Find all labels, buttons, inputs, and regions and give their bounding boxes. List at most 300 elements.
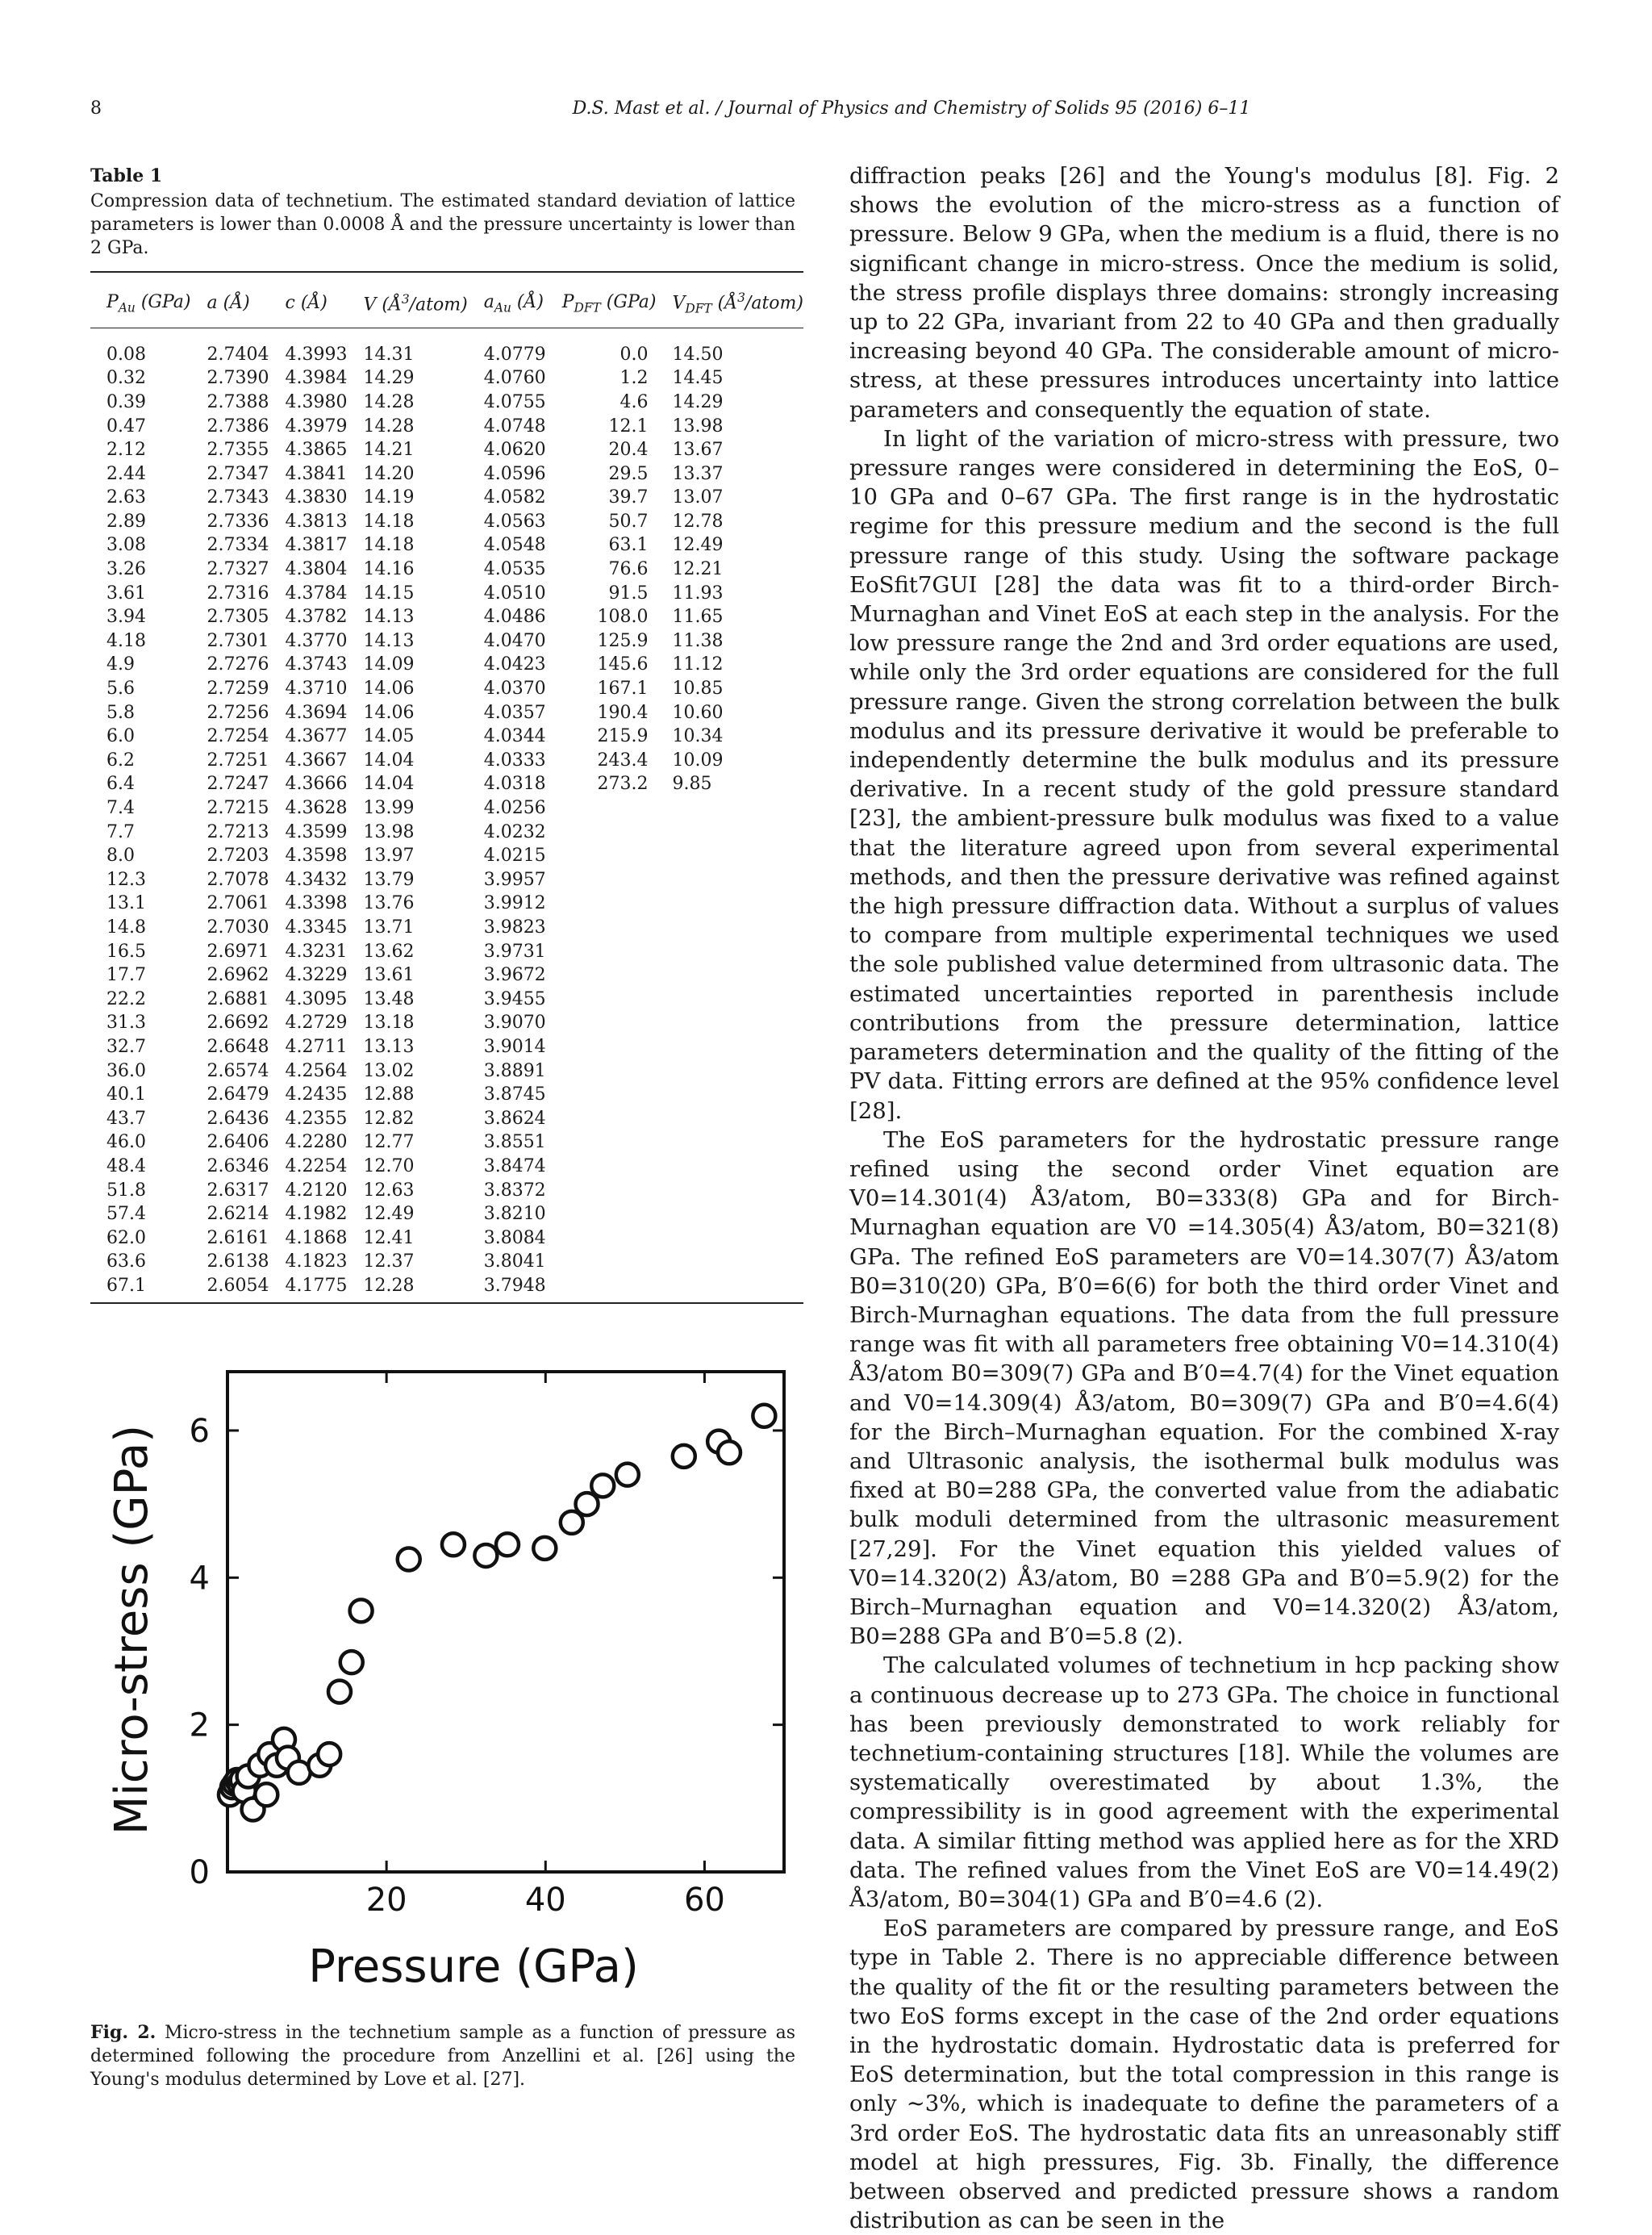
table-cell: 13.07: [672, 487, 724, 508]
table-cell: [656, 844, 803, 868]
table-row: [90, 1130, 803, 1155]
table-cell: [546, 1130, 657, 1155]
table-cell: 20.4: [608, 440, 649, 461]
table-cell: 0.08: [106, 344, 146, 365]
table-row: [90, 653, 803, 677]
table-cell: 14.28: [363, 391, 415, 412]
table-cell: 3.8624: [483, 1108, 546, 1129]
table-row: [90, 988, 803, 1012]
table-cell: 14.20: [363, 463, 415, 484]
table-cell: 2.7316: [206, 583, 269, 604]
table-cell: [546, 1226, 657, 1251]
table-row: [90, 558, 803, 582]
table-cell: 4.3865: [285, 440, 348, 461]
table-cell: [546, 963, 657, 988]
table-cell: 5.8: [106, 702, 135, 723]
table-cell: 2.7390: [206, 368, 269, 389]
table-cell: [656, 940, 803, 964]
paragraph-5: EoS parameters are compared by pressure range, and EoS type in Table 2. There is no appreciable difference between the quality of the fit or the resulting parameters between the two EoS forms except in the case of the 2nd order equations in the hydrostatic domain. Hydrostatic data is preferred for EoS determination, but the total compression in this range is only ∼3%, which is inadequate to define the parameters of a 3rd order EoS. The hydrostatic data fits an unreasonably stiff model at high pressures, Fig. 3b. Finally, the difference between observed and predicted pressure shows a random distribution as can be seen in the: [849, 1915, 1559, 2234]
table-cell: 4.0510: [483, 583, 546, 604]
table-cell: 2.12: [106, 440, 146, 461]
col-p-dft: $P_{DFT}$ (GPa): [546, 272, 657, 328]
y-axis-label: Micro-stress (GPa): [106, 1424, 158, 1836]
table-cell: 51.8: [106, 1180, 146, 1201]
table-cell: 4.3599: [285, 821, 348, 842]
table-cell: [656, 821, 803, 845]
table-row: [90, 796, 803, 821]
table-row: [90, 963, 803, 988]
table-cell: 4.2120: [285, 1180, 348, 1201]
table-cell: 3.7948: [468, 1274, 546, 1304]
right-column: [849, 161, 1559, 2235]
table-cell: 13.67: [672, 440, 724, 461]
table-cell: 8.0: [106, 846, 135, 867]
table-cell: 4.1823: [285, 1251, 348, 1272]
table-cell: 14.45: [672, 368, 724, 389]
data-point: [753, 1405, 775, 1427]
table-cell: 125.9: [597, 630, 649, 651]
table-cell: 12.70: [363, 1155, 415, 1176]
table-cell: 31.3: [106, 1013, 146, 1034]
table-cell: 2.6574: [206, 1060, 269, 1081]
table-row: [90, 701, 803, 725]
table-cell: [546, 916, 657, 940]
table-cell: 2.63: [106, 487, 146, 508]
page-number: 8: [90, 98, 102, 119]
table-cell: [656, 796, 803, 821]
table-cell: 1.2: [620, 368, 649, 389]
data-point: [591, 1474, 614, 1497]
table-cell: 4.3628: [285, 798, 348, 818]
table-cell: 2.7259: [206, 679, 269, 700]
table-row: [90, 462, 803, 487]
table-cell: [546, 1250, 657, 1274]
table-cell: 4.3980: [285, 391, 348, 412]
table-cell: 14.8: [106, 917, 146, 938]
table-cell: 3.61: [106, 583, 146, 604]
plot-frame: [227, 1372, 784, 1872]
table-row: [90, 629, 803, 654]
table-cell: 145.6: [597, 654, 649, 675]
table-cell: 4.3677: [285, 726, 348, 747]
table-cell: 14.09: [363, 654, 415, 675]
table-cell: 4.0423: [483, 654, 546, 675]
data-point: [340, 1651, 363, 1673]
table-cell: 4.0256: [483, 798, 546, 818]
table-cell: [546, 988, 657, 1012]
table-cell: 12.3: [106, 869, 146, 890]
col-a-au: $a_{Au}$ (Å): [468, 272, 546, 328]
table-cell: 12.82: [363, 1108, 415, 1129]
table-row: [90, 582, 803, 606]
table-cell: 12.63: [363, 1180, 415, 1201]
table-cell: 3.8372: [483, 1180, 546, 1201]
table-cell: 2.6054: [191, 1274, 269, 1304]
table-cell: [546, 1179, 657, 1203]
table-cell: 4.3667: [285, 750, 348, 771]
table-cell: 10.60: [672, 702, 724, 723]
table-cell: 12.28: [347, 1274, 467, 1304]
table-cell: 2.7251: [206, 750, 269, 771]
table-cell: 12.77: [363, 1132, 415, 1153]
table-row: [90, 1250, 803, 1274]
x-axis-label: Pressure (GPa): [308, 1940, 639, 1993]
table-cell: 2.6479: [206, 1084, 269, 1105]
table-cell: 2.7336: [206, 511, 269, 532]
table-cell: [656, 916, 803, 940]
data-point: [616, 1464, 639, 1486]
table-cell: 11.38: [672, 630, 724, 651]
table-cell: 13.71: [363, 917, 415, 938]
table-cell: 14.29: [363, 368, 415, 389]
table-cell: 4.3784: [285, 583, 348, 604]
table-row: [90, 366, 803, 391]
table-cell: 2.7276: [206, 654, 269, 675]
table-cell: [656, 1202, 803, 1226]
table-cell: 4.3598: [285, 846, 348, 867]
table-cell: 2.7247: [206, 774, 269, 795]
paragraph-2: In light of the variation of micro-stress with pressure, two pressure ranges were considered in determining the EoS, 0–10 GPa and 0–67 GPa. The first range is in the hydrostatic regime for this pressure medium and the second is the full pressure range of this study. Using the software package EoSfit7GUI [28] the data was fit to a third-order Birch-Murnaghan and Vinet EoS at each step in the analysis. For the low pressure range the 2nd and 3rd order equations are used, while only the 3rd order equations are considered for the full pressure range. Given the strong correlation between the bulk modulus and its pressure derivative it would be preferable to independently determine the bulk modulus and its pressure derivative. In a recent study of the gold pressure standard [23], the ambient-pressure bulk modulus was fixed to a value that the literature agreed upon from several experimental methods, and then the pressure derivative was refined against the high pressure diffraction data. Without a surplus of values to compare from multiple experimental techniques we used the sole published value determined from ultrasonic data. The estimated uncertainties reported in parenthesis include contributions from the pressure determination, lattice parameters determination and the quality of the fitting of the PV data. Fitting errors are defined at the 95% confidence level [28].: [849, 425, 1559, 1124]
table-cell: 4.3770: [285, 630, 348, 651]
table-cell: 4.0370: [483, 679, 546, 700]
table-cell: 4.3813: [285, 511, 348, 532]
table-cell: 2.6962: [206, 965, 269, 986]
table-cell: 3.08: [106, 535, 146, 556]
table-cell: 13.61: [363, 965, 415, 986]
table-row: [90, 415, 803, 439]
table-cell: 13.02: [363, 1060, 415, 1081]
table-cell: [546, 1202, 657, 1226]
table-cell: [546, 821, 657, 845]
table-label: Table 1: [90, 165, 163, 186]
data-point: [328, 1681, 351, 1703]
y-tick-label: 4: [189, 1560, 210, 1598]
table-cell: 4.1868: [285, 1227, 348, 1248]
table-cell: 2.6346: [206, 1155, 269, 1176]
table-row: [90, 1083, 803, 1107]
data-point: [398, 1548, 420, 1571]
table-cell: 63.1: [608, 535, 649, 556]
table-cell: 2.7078: [206, 869, 269, 890]
table-cell: 12.21: [672, 559, 724, 580]
table-cell: 13.62: [363, 941, 415, 962]
table-cell: [546, 1035, 657, 1059]
table-cell: 4.2254: [285, 1155, 348, 1176]
table-cell: 108.0: [597, 607, 649, 628]
table-cell: [656, 1035, 803, 1059]
table-cell: 5.6: [106, 679, 135, 700]
table-cell: 14.50: [672, 344, 724, 365]
table-cell: 2.7030: [206, 917, 269, 938]
table-cell: [656, 1250, 803, 1274]
table-cell: 4.0548: [483, 535, 546, 556]
table-cell: 14.28: [363, 416, 415, 437]
table-cell: 3.8891: [483, 1060, 546, 1081]
table-cell: 2.6971: [206, 941, 269, 962]
table-cell: 2.7327: [206, 559, 269, 580]
page-header: [0, 98, 1652, 131]
col-p-au: $P_{Au}$ (GPa): [90, 272, 191, 328]
table-cell: 3.9672: [483, 965, 546, 986]
table-cell: 2.89: [106, 511, 146, 532]
table-cell: 2.7215: [206, 798, 269, 818]
table-cell: 4.3231: [285, 941, 348, 962]
table-cell: 13.79: [363, 869, 415, 890]
table-cell: 13.99: [363, 798, 415, 818]
table-cell: 6.0: [106, 726, 135, 747]
table-row: [90, 533, 803, 558]
table-row: [90, 1274, 803, 1304]
table-cell: 0.39: [106, 391, 146, 412]
table-header-row: [90, 272, 803, 328]
table-cell: 4.0318: [483, 774, 546, 795]
figure-caption: [90, 2021, 795, 2091]
table-row: [90, 1107, 803, 1131]
table-cell: 6.2: [106, 750, 135, 771]
table-cell: [546, 1155, 657, 1179]
table-cell: 4.0755: [483, 391, 546, 412]
table-cell: 14.05: [363, 726, 415, 747]
table-cell: 62.0: [106, 1227, 146, 1248]
table-cell: 2.6317: [206, 1180, 269, 1201]
table-cell: 4.0620: [483, 440, 546, 461]
table-cell: 13.98: [672, 416, 724, 437]
table-row: [90, 821, 803, 845]
table-cell: [656, 892, 803, 916]
table-cell: [656, 1179, 803, 1203]
table-row: [90, 749, 803, 773]
table-cell: 3.8745: [483, 1084, 546, 1105]
table-cell: 4.0779: [483, 344, 546, 365]
table-cell: 12.88: [363, 1084, 415, 1105]
table-cell: 4.1982: [285, 1204, 348, 1225]
table-cell: 2.7386: [206, 416, 269, 437]
table-cell: 3.9455: [483, 988, 546, 1009]
table-cell: 4.3830: [285, 487, 348, 508]
table-cell: 13.48: [363, 988, 415, 1009]
table-cell: 2.6214: [206, 1204, 269, 1225]
table-cell: 4.3817: [285, 535, 348, 556]
table-cell: 7.7: [106, 821, 135, 842]
table-cell: 14.16: [363, 559, 415, 580]
table-cell: 4.0563: [483, 511, 546, 532]
table-cell: [656, 1083, 803, 1107]
table-cell: [546, 892, 657, 916]
table-cell: [546, 1107, 657, 1131]
paragraph-4: The calculated volumes of technetium in hcp packing show a continuous decrease up to 273 GPa. The choice in functional has been previously demonstrated to work reliably for technetium-containing structures [18]. While the volumes are systematically overestimated by about 1.3%, the compressibility is in good agreement with the experimental data. A similar fitting method was applied here as for the XRD data. The refined values from the Vinet EoS are V0=14.49(2) Å3/atom, B0=304(1) GPa and B′0=4.6 (2).: [849, 1652, 1559, 1912]
table-cell: 36.0: [106, 1060, 146, 1081]
table-cell: 14.04: [363, 750, 415, 771]
data-point: [718, 1441, 740, 1464]
y-tick-label: 2: [189, 1707, 210, 1744]
table-cell: 4.0344: [483, 726, 546, 747]
table-cell: 3.9731: [483, 941, 546, 962]
table-row: [90, 725, 803, 749]
table-cell: 2.6692: [206, 1013, 269, 1034]
table-cell: 2.7203: [206, 846, 269, 867]
table-cell: 4.3743: [285, 654, 348, 675]
table-cell: 57.4: [106, 1204, 146, 1225]
table-row: [90, 1202, 803, 1226]
table-cell: [546, 868, 657, 892]
table-cell: 10.85: [672, 679, 724, 700]
table-cell: 4.3694: [285, 702, 348, 723]
table-cell: 12.78: [672, 511, 724, 532]
table-cell: 2.7355: [206, 440, 269, 461]
table-cell: 13.13: [363, 1036, 415, 1057]
table-row: [90, 868, 803, 892]
table-cell: 167.1: [597, 679, 649, 700]
table-row: [90, 892, 803, 916]
compression-table: [90, 271, 803, 1304]
figure-caption-label: Fig. 2.: [90, 2022, 156, 2043]
table-cell: [656, 1226, 803, 1251]
table-cell: 13.18: [363, 1013, 415, 1034]
paragraph-1: diffraction peaks [26] and the Young's modulus [8]. Fig. 2 shows the evolution of the micro-stress as a function of pressure. Below 9 GPa, when the medium is a fluid, there is no significant change in micro-stress. Once the medium is solid, the stress profile displays three domains: strongly increasing up to 22 GPa, invariant from 22 to 40 GPa and then gradually increasing beyond 40 GPa. The considerable amount of micro-stress, at these pressures introduces uncertainty into lattice parameters and consequently the equation of state.: [849, 163, 1559, 423]
table-cell: 3.9912: [483, 893, 546, 914]
table-cell: [546, 844, 657, 868]
table-cell: 63.6: [106, 1251, 146, 1272]
table-cell: 2.6881: [206, 988, 269, 1009]
table-cell: 4.18: [106, 630, 146, 651]
table-row: [90, 677, 803, 701]
table-cell: 4.0215: [483, 846, 546, 867]
table-cell: 91.5: [608, 583, 649, 604]
table-cell: 2.7404: [206, 344, 269, 365]
table-cell: 12.41: [363, 1227, 415, 1248]
table-cell: 4.0357: [483, 702, 546, 723]
table-cell: 32.7: [106, 1036, 146, 1057]
table-cell: 2.7347: [206, 463, 269, 484]
table-cell: 17.7: [106, 965, 146, 986]
table-cell: 13.97: [363, 846, 415, 867]
table-row: [90, 391, 803, 415]
table-cell: 14.31: [363, 344, 415, 365]
table-cell: 4.0470: [483, 630, 546, 651]
table-cell: 2.7305: [206, 607, 269, 628]
table-cell: 2.7388: [206, 391, 269, 412]
table-row: [90, 1059, 803, 1084]
table-cell: [656, 988, 803, 1012]
table-cell: 14.04: [363, 774, 415, 795]
data-point: [318, 1743, 340, 1765]
data-point: [533, 1537, 556, 1560]
running-title: D.S. Mast et al. / Journal of Physics and Chemistry of Solids 95 (2016) 6–11: [572, 98, 1251, 119]
table-cell: 3.9957: [483, 869, 546, 890]
col-v: V $(Å^3/atom)$: [347, 272, 467, 328]
table-cell: 14.15: [363, 583, 415, 604]
table-cell: 3.9014: [483, 1036, 546, 1057]
table-cell: 14.19: [363, 487, 415, 508]
table-cell: 10.34: [672, 726, 724, 747]
table-cell: 50.7: [608, 511, 649, 532]
table-cell: 2.7213: [206, 821, 269, 842]
table-cell: 4.3432: [285, 869, 348, 890]
table-cell: 6.4: [106, 774, 135, 795]
data-point: [576, 1493, 599, 1515]
table-cell: 14.18: [363, 535, 415, 556]
table-cell: 12.37: [363, 1251, 415, 1272]
table-cell: 14.13: [363, 630, 415, 651]
table-cell: 3.8474: [483, 1155, 546, 1176]
table-cell: 273.2: [597, 774, 649, 795]
table-cell: 3.26: [106, 559, 146, 580]
table-cell: [656, 868, 803, 892]
table-row: [90, 844, 803, 868]
table-row: [90, 1035, 803, 1059]
table-cell: 4.3841: [285, 463, 348, 484]
table-cell: 0.47: [106, 416, 146, 437]
table-cell: 48.4: [106, 1155, 146, 1176]
table-cell: 76.6: [608, 559, 649, 580]
table-cell: 4.3979: [285, 416, 348, 437]
table-cell: 22.2: [106, 988, 146, 1009]
data-point: [474, 1544, 497, 1567]
table-row: [90, 1155, 803, 1179]
table-caption: Compression data of technetium. The estimated standard deviation of lattice parameters is lower than 0.0008 Å and the pressure uncertainty is lower than 2 GPa.: [90, 191, 795, 258]
data-point: [255, 1783, 277, 1806]
x-tick-label: 20: [365, 1882, 407, 1919]
table-cell: 46.0: [106, 1132, 146, 1153]
table-cell: [546, 796, 657, 821]
table-cell: 10.09: [672, 750, 724, 771]
table-cell: 2.6648: [206, 1036, 269, 1057]
table-cell: 4.0582: [483, 487, 546, 508]
table-cell: 16.5: [106, 941, 146, 962]
table-cell: 0.32: [106, 368, 146, 389]
x-tick-label: 60: [683, 1882, 725, 1919]
table-cell: 67.1: [90, 1274, 191, 1304]
table-cell: 4.2729: [285, 1013, 348, 1034]
table-cell: 3.8551: [483, 1132, 546, 1153]
table-cell: 2.6161: [206, 1227, 269, 1248]
table-cell: 2.6138: [206, 1251, 269, 1272]
table-cell: [656, 1011, 803, 1035]
table-cell: 2.7061: [206, 893, 269, 914]
table-row: [90, 486, 803, 510]
table-cell: 4.6: [620, 391, 649, 412]
table-cell: 4.2711: [285, 1036, 348, 1057]
table-cell: 2.7334: [206, 535, 269, 556]
table-cell: 4.2435: [285, 1084, 348, 1105]
table-cell: 12.1: [608, 416, 649, 437]
table-cell: [656, 1274, 803, 1304]
table-row: [90, 916, 803, 940]
table-cell: 4.3993: [285, 344, 348, 365]
table-cell: 4.3984: [285, 368, 348, 389]
table-cell: [546, 1059, 657, 1084]
table-cell: 243.4: [597, 750, 649, 771]
table-cell: 4.1775: [269, 1274, 348, 1304]
table-cell: 4.0486: [483, 607, 546, 628]
table-cell: [656, 963, 803, 988]
table-cell: 4.3398: [285, 893, 348, 914]
table-cell: 4.3666: [285, 774, 348, 795]
table-row: [90, 438, 803, 462]
table-cell: 4.0535: [483, 559, 546, 580]
table-cell: 4.3782: [285, 607, 348, 628]
table-row: [90, 605, 803, 629]
table-cell: 4.2355: [285, 1108, 348, 1129]
table-cell: 2.7343: [206, 487, 269, 508]
table-cell: 43.7: [106, 1108, 146, 1129]
data-point: [673, 1445, 695, 1468]
table-cell: 4.3804: [285, 559, 348, 580]
data-point: [442, 1533, 465, 1556]
table-cell: 4.0748: [483, 416, 546, 437]
table-cell: 13.98: [363, 821, 415, 842]
table-cell: 12.49: [363, 1204, 415, 1225]
